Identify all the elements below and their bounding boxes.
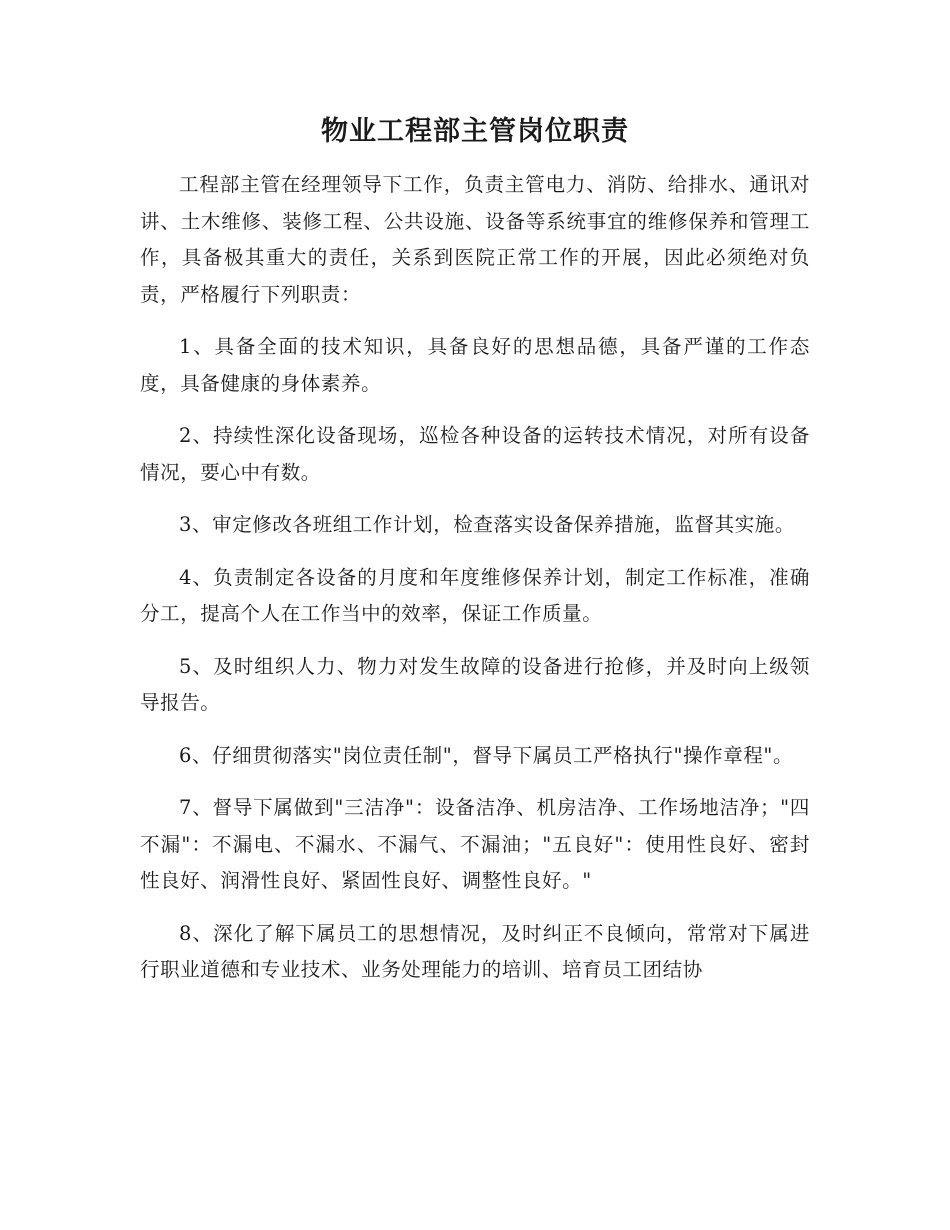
duty-item-3: 3、审定修改各班组工作计划，检查落实设备保养措施，监督其实施。 — [179, 513, 796, 536]
duty-item-4: 4、负责制定各设备的月度和年度维修保养计划，制定工作标准，准确分工，提高个人在工作当中的效率，保证工作质量。 — [140, 565, 810, 625]
document-title: 物业工程部主管岗位职责 — [321, 116, 629, 147]
duty-item-1: 1、具备全面的技术知识，具备良好的思想品德，具备严谨的工作态度，具备健康的身体素养。 — [140, 335, 810, 395]
duty-item-7: 7、督导下属做到"三洁净"：设备洁净、机房洁净、工作场地洁净；"四不漏"：不漏电、不漏水、不漏气、不漏油；"五良好"：使用性良好、密封性良好、润滑性良好、紧固性良好、调整性良好。" — [140, 796, 810, 892]
duty-item-2: 2、持续性深化设备现场，巡检各种设备的运转技术情况，对所有设备情况，要心中有数。 — [140, 424, 810, 484]
document-page — [140, 112, 810, 1005]
duty-item-5: 5、及时组织人力、物力对发生故障的设备进行抢修，并及时向上级领导报告。 — [140, 654, 810, 714]
duty-item-6: 6、仔细贯彻落实"岗位责任制"，督导下属员工严格执行"操作章程"。 — [179, 743, 794, 767]
duty-item-8: 8、深化了解下属员工的思想情况，及时纠正不良倾向，常常对下属进行职业道德和专业技术、业务处理能力的培训、培育员工团结协 — [140, 921, 810, 981]
intro-paragraph: 工程部主管在经理领导下工作，负责主管电力、消防、给排水、通讯对讲、土木维修、装修工程、公共设施、设备等系统事宜的维修保养和管理工作，具备极其重大的责任，关系到医院正常工作的开展，因此必须绝对负责，严格履行下列职责： — [140, 173, 810, 306]
